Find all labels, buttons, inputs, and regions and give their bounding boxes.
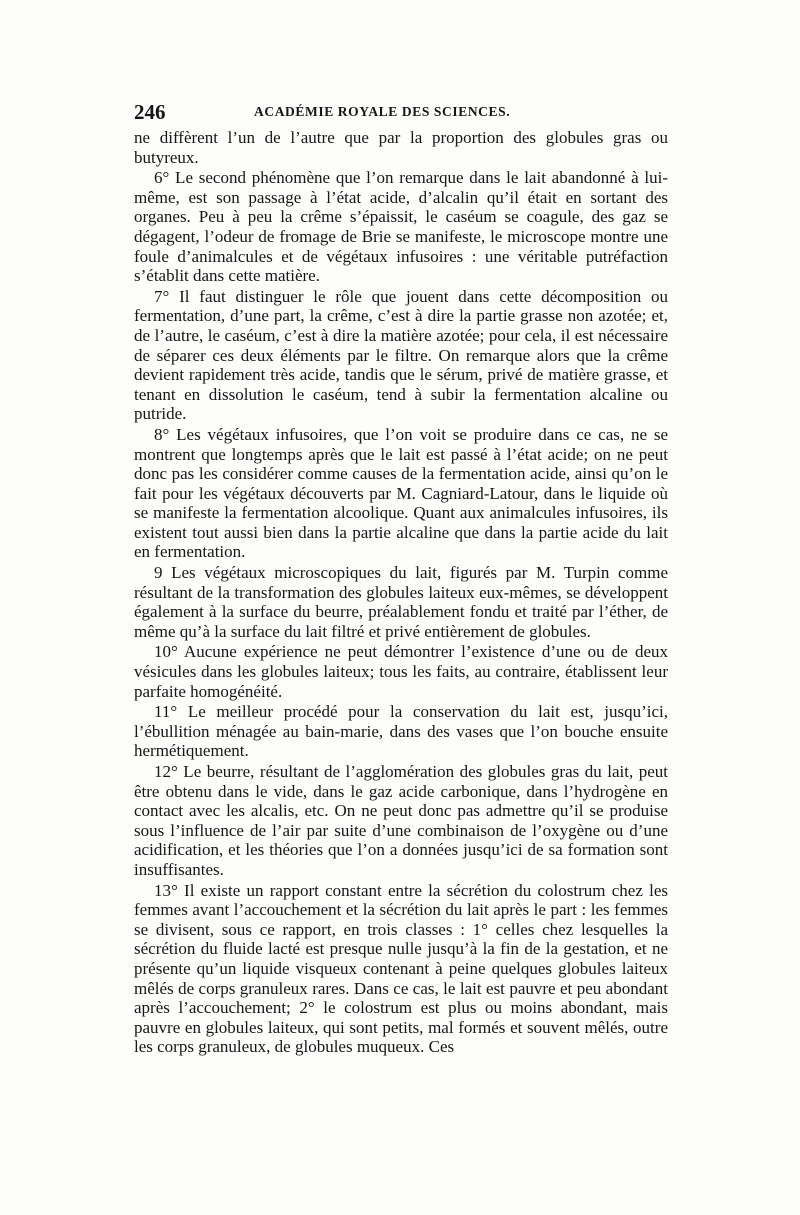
running-head <box>134 100 668 128</box>
paragraph-13: 13° Il existe un rapport constant entre la sécrétion du colostrum chez les femmes avant l’accouchement et la sécrétion du lait après le part : les femmes se divisent, sous ce rapport, en trois classes : 1° celles chez lesquelles la sécrétion du fluide lacté est presque nulle jusqu’à la fin de la gestation, et ne présente qu’un liquide visqueux contenant à peine quelques globules laiteux mêlés de corps granuleux rares. Dans ce cas, le lait est pauvre et peu abondant après l’accouchement; 2° le colostrum est plus ou moins abondant, mais pauvre en globules laiteux, qui sont petits, mal formés et souvent mêlés, outre les corps granuleux, de globules muqueux. Ces <box>134 880 668 1057</box>
paragraph-6: 6° Le second phénomène que l’on remarque dans le lait abandonné à lui-même, est son passage à l’état acide, d’alcalin qu’il était en sortant des organes. Peu à peu la crême s’épaissit, le caséum se coagule, des gaz se dégagent, l’odeur de fromage de Brie se manifeste, le microscope montre une foule d’animalcules et de végétaux infusoires : une véritable putréfaction s’établit dans cette matière. <box>134 168 668 286</box>
paragraph-11: 11° Le meilleur procédé pour la conservation du lait est, jusqu’ici, l’ébullition ménagée au bain-marie, dans des vases que l’on bouche ensuite hermétiquement. <box>134 702 668 761</box>
paragraph-9: 9 Les végétaux microscopiques du lait, figurés par M. Turpin comme résultant de la transformation des globules laiteux eux-mêmes, se développent également à la surface du beurre, préalablement fondu et traité par l’éther, de même qu’à la surface du lait filtré et privé entièrement de globules. <box>134 563 668 641</box>
page-number: 246 <box>134 100 166 124</box>
book-page <box>134 100 668 1058</box>
paragraph-continued: ne diffèrent l’un de l’autre que par la proportion des globules gras ou butyreux. <box>134 128 668 167</box>
running-title: ACADÉMIE ROYALE DES SCIENCES. <box>254 104 511 119</box>
paragraph-8: 8° Les végétaux infusoires, que l’on voit se produire dans ce cas, ne se montrent que longtemps après que le lait est passé à l’état acide; on ne peut donc pas les considérer comme causes de la fermentation acide, ainsi qu’on le fait pour les végétaux découverts par M. Cagniard-Latour, dans le liquide où se manifeste la fermentation alcoolique. Quant aux animalcules infusoires, ils existent tout aussi bien dans la partie alcaline que dans la partie acide du lait en fermentation. <box>134 424 668 562</box>
paragraph-7: 7° Il faut distinguer le rôle que jouent dans cette décomposition ou fermentation, d’une part, la crême, c’est à dire la partie grasse non azotée; et, de l’autre, le caséum, c’est à dire la matière azotée; pour cela, il est nécessaire de séparer ces deux éléments par le filtre. On remarque alors que la crême devient rapidement très acide, tandis que le sérum, privé de matière grasse, et tenant en dissolution le caséum, tend à subir la fermentation alcaline ou putride. <box>134 286 668 424</box>
paragraph-10: 10° Aucune expérience ne peut démontrer l’existence d’une ou de deux vésicules dans les globules laiteux; tous les faits, au contraire, établissent leur parfaite homogénéité. <box>134 642 668 701</box>
paragraph-12: 12° Le beurre, résultant de l’agglomération des globules gras du lait, peut être obtenu dans le vide, dans le gaz acide carbonique, dans l’hydrogène en contact avec les alcalis, etc. On ne peut donc pas admettre qu’il se produise sous l’influence de l’air par suite d’une combinaison de l’oxygène ou d’une acidification, et les théories que l’on a données jusqu’ici de sa formation sont insuffisantes. <box>134 762 668 879</box>
body-text <box>134 128 668 1057</box>
